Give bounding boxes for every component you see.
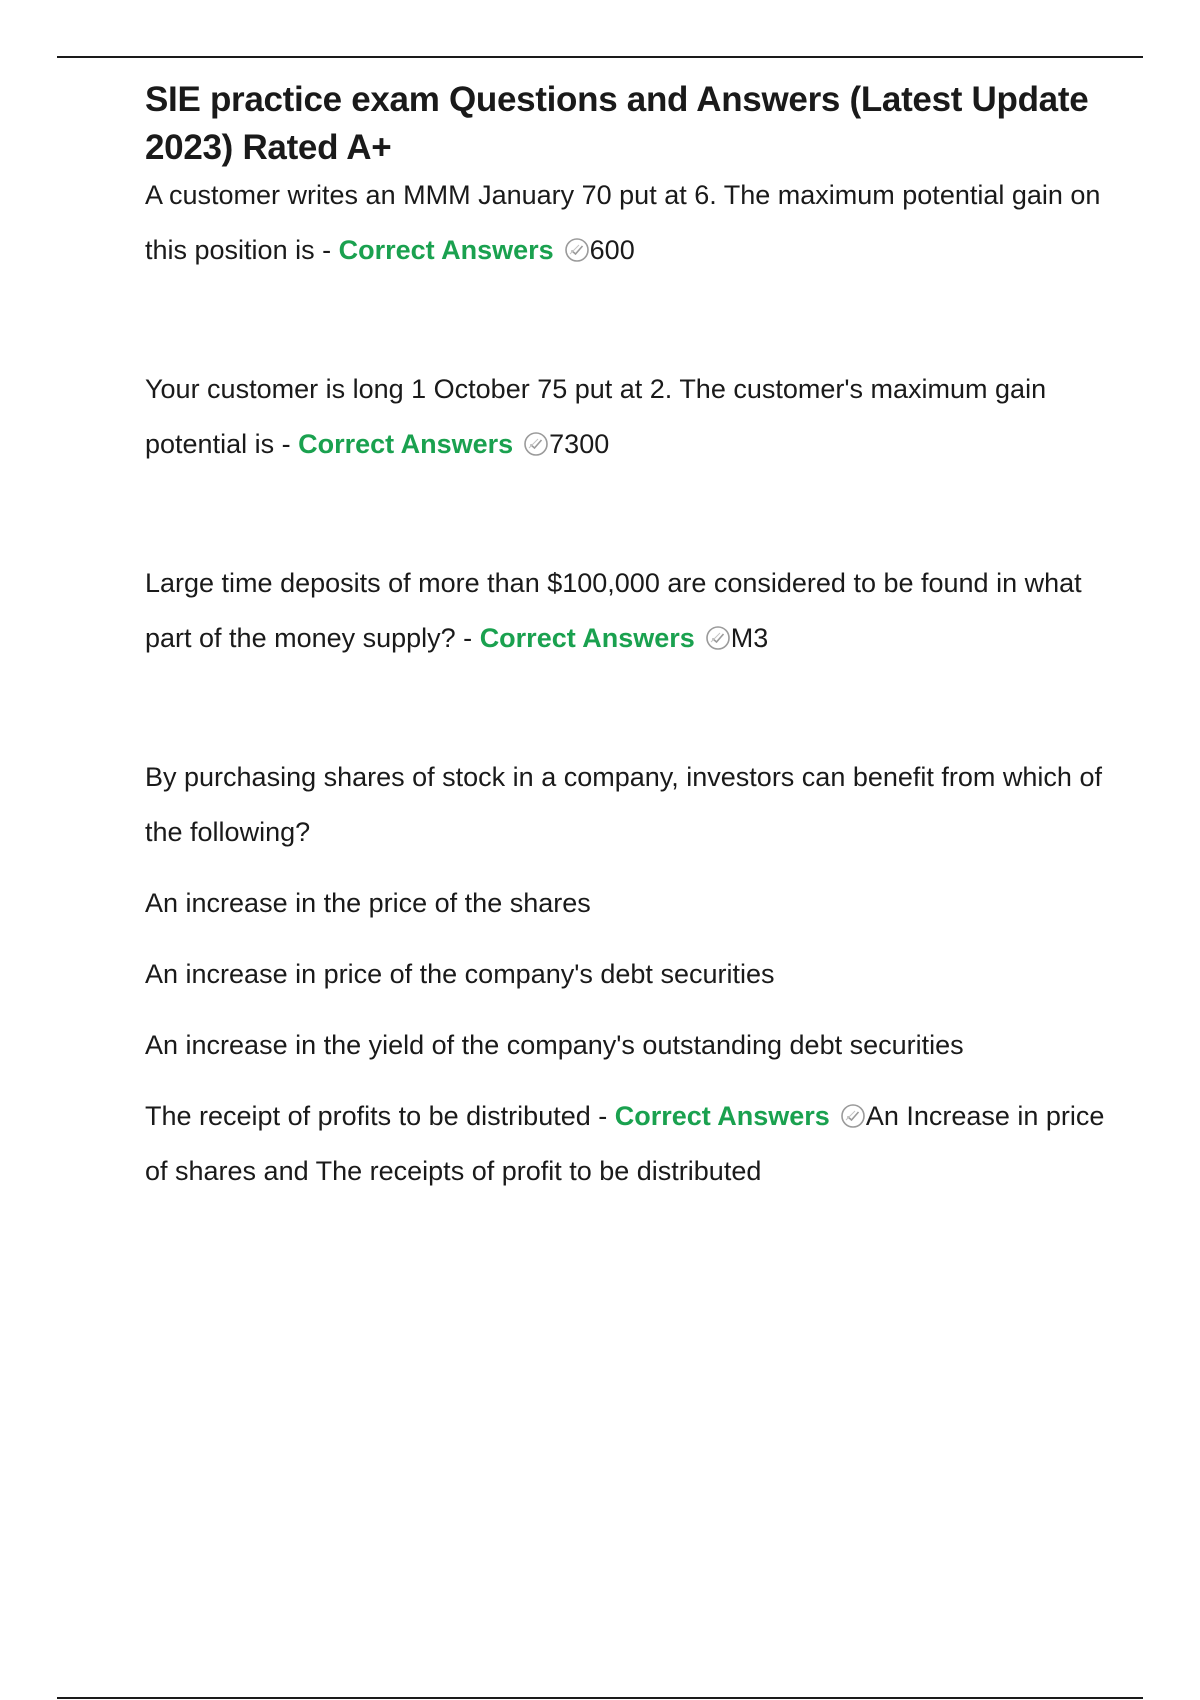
question-text: Large time deposits of more than $100,000 are considered to be found in what part of the money supply? - [145, 568, 1082, 653]
answer-text: 7300 [549, 429, 610, 459]
check-badge-icon [564, 237, 590, 263]
answer-text: M3 [730, 623, 769, 653]
answer-text: 600 [589, 235, 635, 265]
qa-item-4-answer [145, 1089, 1105, 1199]
question-text: A customer writes an MMM January 70 put at 6. The maximum potential gain on this position is - [145, 180, 1101, 265]
correct-answers-label: Correct Answers [298, 429, 514, 459]
top-rule [57, 56, 1143, 58]
question-text: By purchasing shares of stock in a company, investors can benefit from which of the following? [145, 762, 1102, 847]
correct-answers-label: Correct Answers [338, 235, 554, 265]
correct-answers-label: Correct Answers [479, 623, 695, 653]
page-title: SIE practice exam Questions and Answers (Latest Update 2023) Rated A+ [145, 80, 1089, 167]
option-3: An increase in the yield of the company's outstanding debt securities [145, 1030, 964, 1060]
option-1: An increase in the price of the shares [145, 888, 591, 918]
option-2: An increase in price of the company's debt securities [145, 959, 775, 989]
bottom-rule [57, 1697, 1143, 1699]
qa-item-1 [145, 168, 1105, 278]
question-text: Your customer is long 1 October 75 put at 2. The customer's maximum gain potential is - [145, 374, 1047, 459]
option-4: The receipt of profits to be distributed - [145, 1101, 615, 1131]
answer-text: An Increase in price of shares and The receipts of profit to be distributed [145, 1101, 1105, 1186]
qa-item-2 [145, 362, 1105, 472]
check-badge-icon [523, 431, 549, 457]
check-badge-icon [840, 1103, 866, 1129]
qa-item-3 [145, 556, 1105, 666]
check-badge-icon [705, 625, 731, 651]
qa-item-4 [145, 750, 1105, 860]
document-body [145, 76, 1105, 1199]
correct-answers-label: Correct Answers [614, 1101, 830, 1131]
